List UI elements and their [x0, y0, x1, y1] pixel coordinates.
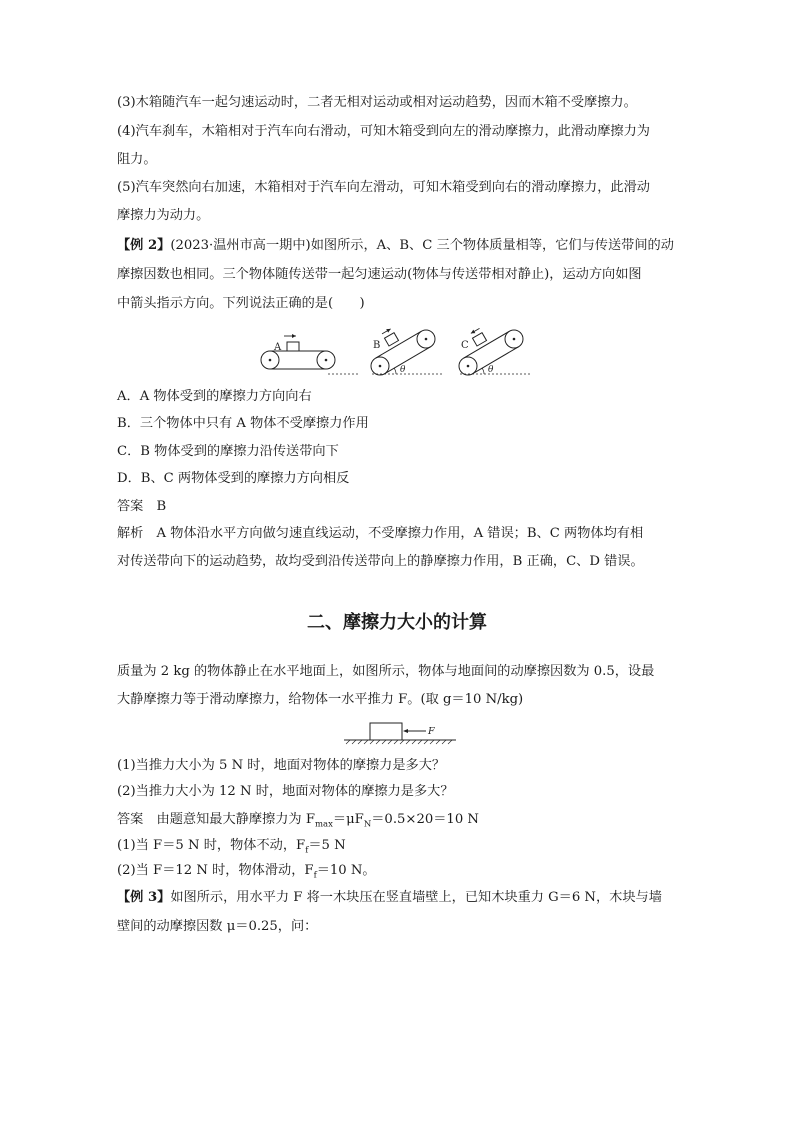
- example-3-text1: 如图所示，用水平力 F 将一木块压在竖直墙壁上，已知木块重力 G＝6 N，木块与墙: [170, 890, 662, 905]
- conveyor-belt-figure: [256, 322, 536, 378]
- section-title: 二、摩擦力大小的计算: [307, 612, 487, 633]
- theta-b: θ: [400, 365, 406, 375]
- answer-middle: ＝μF: [332, 812, 364, 827]
- paragraph-3: (3)木箱随汽车一起匀速运动时，二者无相对运动或相对运动趋势，因而木箱不受摩擦力。: [117, 95, 637, 110]
- example-2-line2: 摩擦因数也相同。三个物体随传送带一起匀速运动(物体与传送带相对静止)，运动方向如图: [117, 267, 642, 282]
- answer-subscript-max: max: [314, 819, 333, 830]
- label-c: C: [461, 340, 469, 351]
- question-answer: [117, 810, 687, 835]
- block-c: [473, 333, 487, 346]
- example-2-analysis-line2: 对传送带向下的运动趋势，故均受到沿传送带向上的静摩擦力作用，B 正确，C、D 错误。: [117, 554, 644, 569]
- example-2-analysis-line1: 解析 A 物体沿水平方向做匀速直线运动，不受摩擦力作用，A 错误；B、C 两物体均有相: [117, 526, 644, 541]
- example-2-line1: [117, 236, 687, 256]
- example-2-line3: 中箭头指示方向。下列说法正确的是( ): [117, 296, 365, 311]
- answer-1-prefix: (1)当 F＝5 N 时，物体不动，F: [117, 838, 306, 853]
- answer-1-tail: ＝5 N: [308, 838, 346, 853]
- example-2-answer: 答案 B: [117, 499, 167, 514]
- example-3-line1: [117, 888, 687, 908]
- option-c: C．B 物体受到的摩擦力沿传送带向下: [117, 444, 339, 459]
- sub-question-1: (1)当推力大小为 5 N 时，地面对物体的摩擦力是多大？: [117, 758, 446, 773]
- answer-prefix: 答案 由题意知最大静摩擦力为 F: [117, 812, 315, 827]
- block-b: [385, 333, 399, 346]
- paragraph-5-line2: 摩擦力为动力。: [117, 208, 210, 223]
- sub-question-2: (2)当推力大小为 12 N 时，地面对物体的摩擦力是多大？: [117, 784, 454, 799]
- force-label: F: [428, 726, 435, 737]
- question-line1: 质量为 2 kg 的物体静止在水平地面上，如图所示，物体与地面间的动摩擦因数为 0.5，设最: [117, 664, 655, 679]
- answer-2-tail: ＝10 N。: [316, 863, 376, 878]
- question-line2: 大静摩擦力等于滑动摩擦力，给物体一水平推力 F。(取 g＝10 N/kg): [117, 692, 524, 707]
- example-2-text1: (2023·温州市高一期中)如图所示，A、B、C 三个物体质量相等，它们与传送带间的动: [170, 238, 674, 253]
- answer-tail: ＝0.5×20＝10 N: [371, 812, 479, 827]
- answer-subscript-n: N: [363, 819, 372, 830]
- example-2-tag: 【例 2】: [117, 238, 171, 253]
- paragraph-4-line1: (4)汽车刹车，木箱相对于汽车向右滑动，可知木箱受到向左的滑动摩擦力，此滑动摩擦力为: [117, 124, 650, 139]
- answer-2: [117, 861, 687, 886]
- ground-block: [370, 723, 402, 740]
- theta-c: θ: [488, 365, 494, 375]
- horizontal-conveyor: [261, 334, 358, 374]
- example-3-line2: 壁间的动摩擦因数 μ＝0.25，问：: [117, 919, 318, 934]
- block-push-figure: [342, 718, 460, 746]
- answer-1-subscript: f: [305, 845, 309, 856]
- block-a: [287, 342, 299, 351]
- paragraph-4-line2: 阻力。: [117, 152, 157, 167]
- option-d: D．B、C 两物体受到的摩擦力方向相反: [117, 471, 350, 486]
- inclined-conveyor-c: [459, 327, 532, 375]
- example-3-tag: 【例 3】: [117, 890, 171, 905]
- paragraph-5-line1: (5)汽车突然向右加速，木箱相对于汽车向左滑动，可知木箱受到向右的滑动摩擦力，此滑动: [117, 180, 650, 195]
- inclined-conveyor-b: [371, 327, 442, 375]
- label-a: A: [274, 342, 282, 353]
- answer-2-subscript: f: [313, 870, 317, 881]
- option-b: B．三个物体中只有 A 物体不受摩擦力作用: [117, 416, 369, 431]
- answer-2-prefix: (2)当 F＝12 N 时，物体滑动，F: [117, 863, 314, 878]
- answer-1: [117, 836, 687, 861]
- option-a: A．A 物体受到的摩擦力方向向右: [117, 389, 312, 404]
- label-b: B: [373, 340, 381, 351]
